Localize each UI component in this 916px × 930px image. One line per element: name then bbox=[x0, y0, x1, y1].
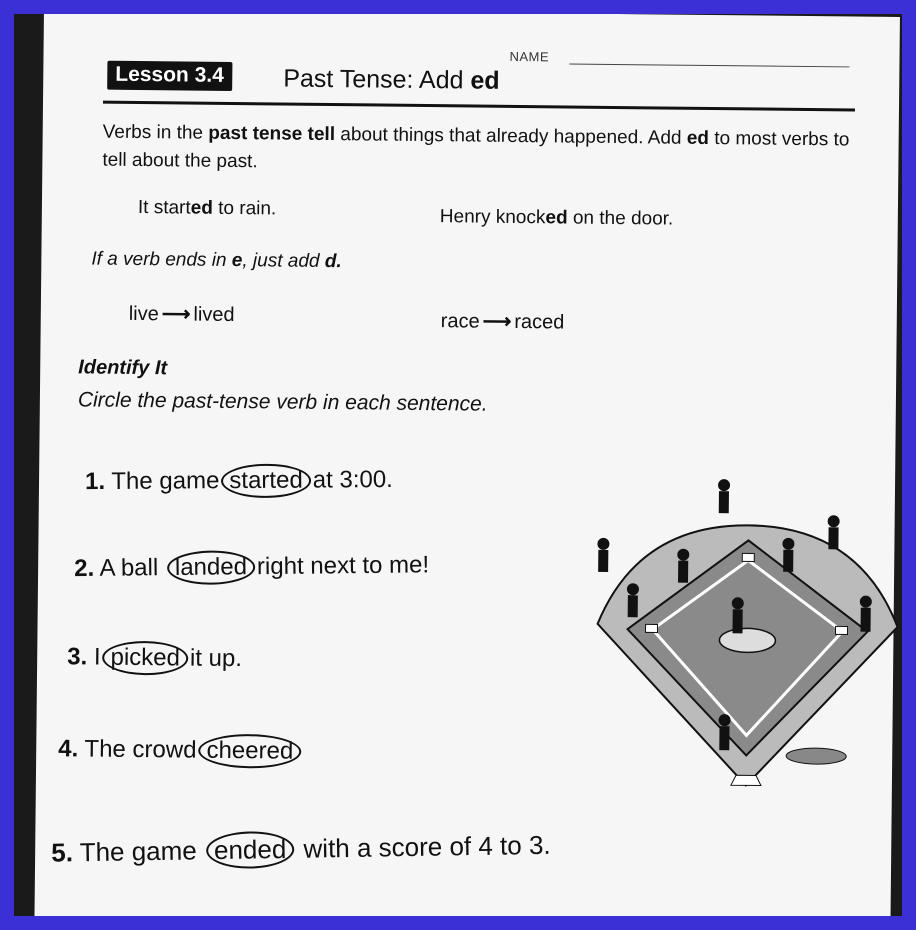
word-pair-live: live ⟶ lived bbox=[128, 302, 235, 327]
example-sentence-1: It started to rain. bbox=[137, 196, 277, 220]
sentence-3: 3. I picked it up. bbox=[67, 640, 242, 676]
dugout-patch bbox=[786, 748, 846, 765]
directions: Circle the past-tense verb in each sentence. bbox=[77, 388, 488, 416]
section-heading: Identify It bbox=[78, 356, 168, 380]
e-ending-rule: If a verb ends in e, just add d. bbox=[91, 248, 342, 273]
second-base bbox=[742, 553, 754, 561]
name-line[interactable] bbox=[569, 64, 849, 68]
title-bold: ed bbox=[470, 66, 500, 95]
intro-paragraph: Verbs in the past tense tell about things that already happened. Add ed to most verbs to tell about the past. bbox=[102, 121, 850, 173]
title-text: Past Tense: Add bbox=[283, 64, 471, 95]
arrow-icon: ⟶ bbox=[482, 310, 512, 333]
title-rule bbox=[103, 101, 855, 112]
first-base bbox=[835, 626, 847, 634]
page-title bbox=[283, 65, 500, 96]
circled-verb[interactable]: landed bbox=[167, 550, 255, 585]
circled-verb[interactable]: ended bbox=[206, 831, 295, 869]
arrow-icon: ⟶ bbox=[161, 303, 191, 326]
pitchers-mound bbox=[719, 628, 775, 653]
worksheet-page bbox=[34, 14, 900, 916]
sentence-5: 5. The game ended with a score of 4 to 3. bbox=[50, 829, 551, 868]
sentence-1: 1. The game started at 3:00. bbox=[85, 463, 393, 499]
circled-verb[interactable]: cheered bbox=[198, 734, 301, 769]
photo-frame bbox=[14, 14, 902, 916]
name-label: NAME bbox=[509, 48, 550, 65]
lesson-badge: Lesson 3.4 bbox=[107, 61, 232, 91]
baseball-field-illustration bbox=[576, 454, 902, 798]
example-sentence-2: Henry knocked on the door. bbox=[439, 206, 674, 230]
word-pair-race: race ⟶ raced bbox=[440, 310, 565, 334]
circled-verb[interactable]: picked bbox=[102, 641, 188, 676]
home-plate bbox=[731, 775, 761, 785]
sentence-4: 4. The crowd cheered bbox=[58, 732, 303, 769]
sentence-2: 2. A ball landed right next to me! bbox=[74, 548, 429, 586]
third-base bbox=[645, 624, 657, 632]
circled-verb[interactable]: started bbox=[221, 464, 311, 499]
